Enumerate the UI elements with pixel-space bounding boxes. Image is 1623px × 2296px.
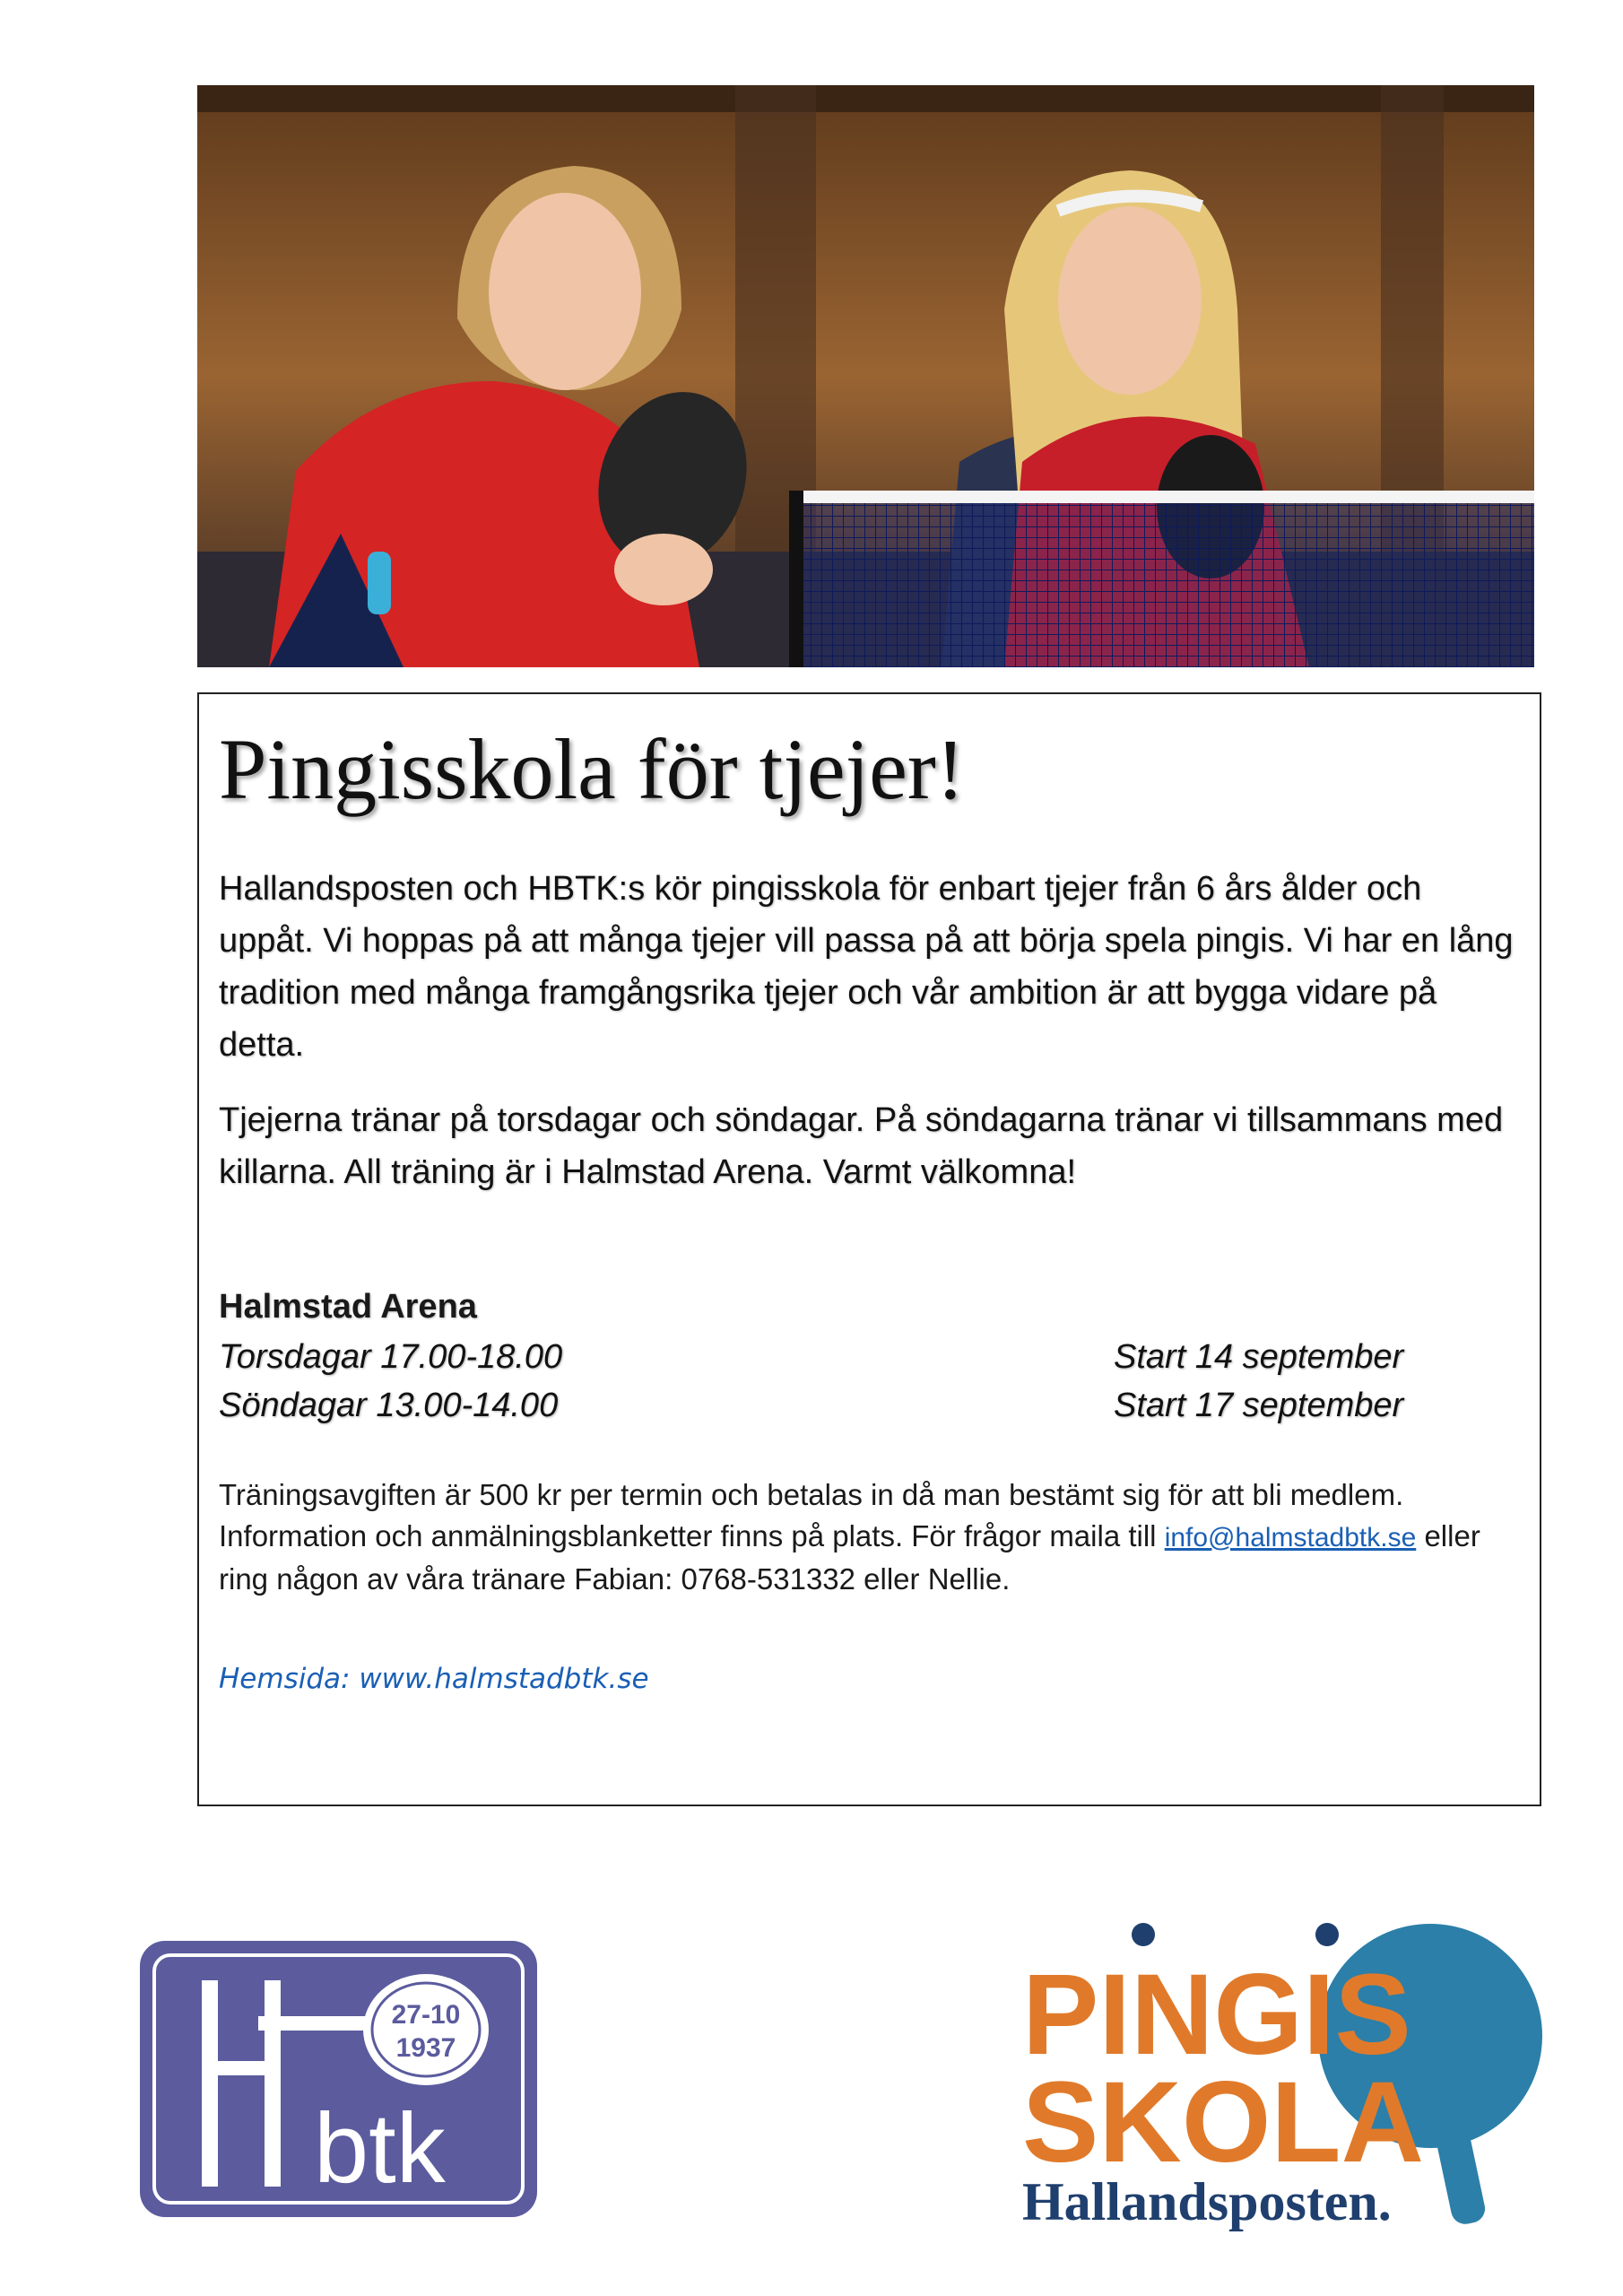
schedule-start: Start 14 september (1114, 1338, 1404, 1376)
hbtk-logo-graphic (135, 1935, 542, 2222)
fee-text-end: eller ring någon av våra tränare Fabian: 0768-531332 eller Nellie. (219, 1519, 1480, 1596)
info-box (197, 692, 1541, 1806)
table-tennis-photo-illustration (197, 85, 1534, 667)
hero-photo (197, 85, 1534, 667)
schedule-start: Start 17 september (1114, 1387, 1404, 1424)
pingisskola-logo-graphic (1022, 1906, 1560, 2247)
logo-pingis-text: PINGIS (1022, 1951, 1411, 2079)
flyer-title: Pingisskola för tjejer! (219, 721, 965, 817)
venue-heading: Halmstad Arena (219, 1288, 477, 1326)
schedule-day: Torsdagar 17.00-18.00 (219, 1338, 563, 1376)
logo-hallandsposten-text: Hallandsposten. (1022, 2172, 1392, 2231)
pingisskola-logo (1022, 1906, 1560, 2247)
schedule-day: Söndagar 13.00-14.00 (219, 1387, 559, 1424)
hbtk-logo (135, 1935, 542, 2222)
website-link[interactable]: Hemsida: www.halmstadbtk.se (219, 1663, 649, 1695)
logo-date-line-1: 27-10 (391, 2000, 461, 2030)
logo-skola-text: SKOLA (1022, 2058, 1424, 2187)
fee-paragraph (219, 1474, 1519, 1600)
training-paragraph: Tjejerna tränar på torsdagar och söndagar. På söndagarna tränar vi tillsammans med killarna. All träning är i Halmstad Arena. Varmt välkomna! (219, 1101, 1504, 1191)
fee-text-start: Träningsavgiften är 500 kr per termin och betalas in då man bestämt sig för att bli medlem. Information och anmälningsblanketter finns på plats. För frågor maila till (219, 1478, 1404, 1552)
intro-paragraph: Hallandsposten och HBTK:s kör pingisskola för enbart tjejer från 6 års ålder och uppåt. Vi hoppas på att många tjejer vill passa på att börja spela pingis. Vi har en lång tradition med många framgångsrika tjejer och vår ambition är att bygga vidare på detta. (219, 870, 1514, 1064)
logo-letters: btk (314, 2093, 446, 2204)
email-link[interactable]: info@halmstadbtk.se (1164, 1523, 1417, 1552)
logo-date-line-2: 1937 (395, 2033, 456, 2063)
